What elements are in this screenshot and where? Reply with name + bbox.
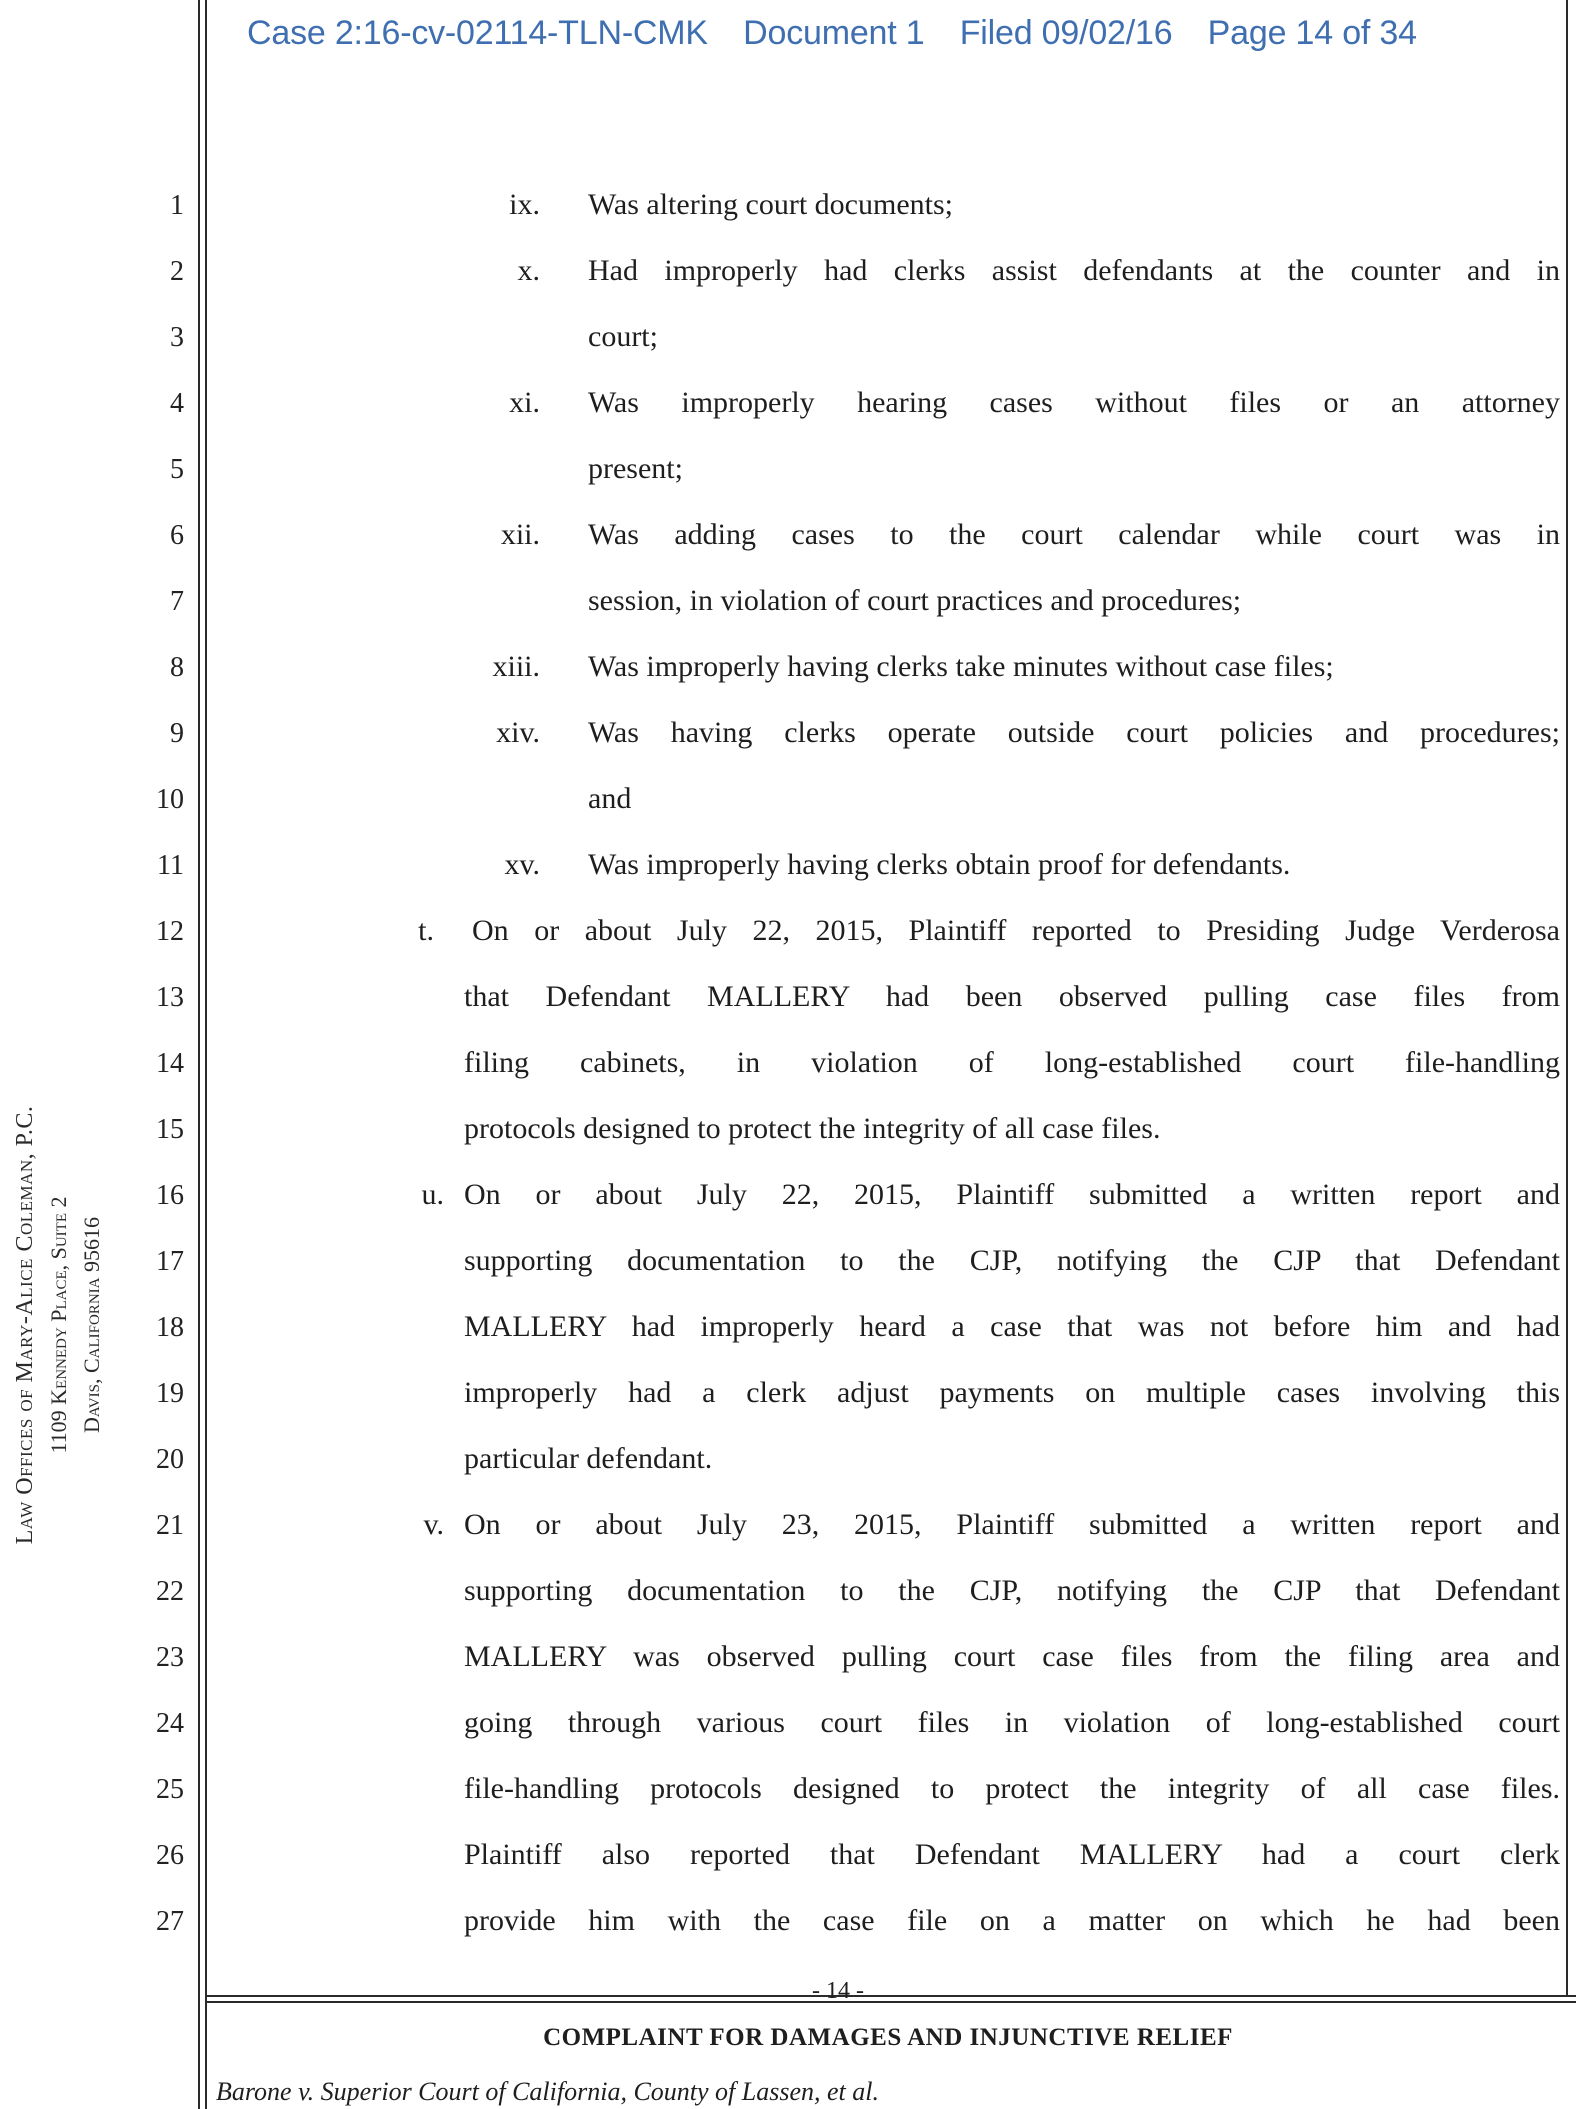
document-title: COMPLAINT FOR DAMAGES AND INJUNCTIVE RELIEF xyxy=(543,2024,1233,2051)
item-xv-line-1: Was improperly having clerks obtain proof for defendants. xyxy=(588,848,1291,881)
item-v-line-1: On or about July 23, 2015, Plaintiff submitted a written report and xyxy=(464,1508,1560,1541)
item-u-line-5: particular defendant. xyxy=(464,1442,713,1475)
item-t-line-2: that Defendant MALLERY had been observed pulling case files from xyxy=(464,980,1560,1013)
item-v-line-5: file-handling protocols designed to protect the integrity of all case files. xyxy=(464,1772,1560,1805)
left-margin-rule-outer xyxy=(198,0,200,2109)
case-caption: Barone v. Superior Court of California, County of Lassen, et al. xyxy=(216,2077,879,2106)
document-header xyxy=(247,14,1443,53)
line-number: 14 xyxy=(156,1048,184,1079)
item-marker-v: v. xyxy=(423,1508,444,1541)
item-x-line-2: court; xyxy=(588,320,658,353)
line-number: 19 xyxy=(156,1378,184,1409)
firm-sidebar xyxy=(9,875,104,1775)
item-v-line-4: going through various court files in violation of long-established court xyxy=(464,1706,1560,1739)
item-marker-xiv: xiv. xyxy=(496,716,540,749)
item-v-line-6: Plaintiff also reported that Defendant MALLERY had a court clerk xyxy=(464,1838,1560,1871)
item-marker-xii: xii. xyxy=(500,518,540,551)
line-number: 2 xyxy=(170,256,184,287)
item-xiii-line-1: Was improperly having clerks take minutes without case files; xyxy=(588,650,1334,683)
document-number: Document 1 xyxy=(743,14,925,52)
line-number: 24 xyxy=(156,1708,184,1739)
line-number: 4 xyxy=(170,388,184,419)
item-xiv-line-2: and xyxy=(588,782,632,815)
line-number: 13 xyxy=(156,982,184,1013)
item-u-line-4: improperly had a clerk adjust payments on multiple cases involving this xyxy=(464,1376,1560,1409)
line-number: 6 xyxy=(170,520,184,551)
line-number: 15 xyxy=(156,1114,184,1145)
item-u-line-2: supporting documentation to the CJP, notifying the CJP that Defendant xyxy=(464,1244,1560,1277)
item-marker-xiii: xiii. xyxy=(492,650,540,683)
line-number: 9 xyxy=(170,718,184,749)
item-marker-ix: ix. xyxy=(509,188,540,221)
line-number: 26 xyxy=(156,1840,184,1871)
filed-date: Filed 09/02/16 xyxy=(959,14,1173,52)
line-number: 7 xyxy=(170,586,184,617)
line-number: 12 xyxy=(156,916,184,947)
firm-address: 1109 Kennedy Place, Suite 2 xyxy=(46,1196,71,1454)
item-u-line-1: On or about July 22, 2015, Plaintiff submitted a written report and xyxy=(464,1178,1560,1211)
item-xiv-line-1: Was having clerks operate outside court policies and procedures; xyxy=(588,716,1560,749)
line-number: 17 xyxy=(156,1246,184,1277)
item-x-line-1: Had improperly had clerks assist defendants at the counter and in xyxy=(588,254,1560,287)
line-number: 3 xyxy=(170,322,184,353)
left-margin-rule-inner xyxy=(205,0,207,2109)
line-number: 20 xyxy=(156,1444,184,1475)
line-number: 8 xyxy=(170,652,184,683)
line-number: 10 xyxy=(156,784,184,815)
item-v-line-7: provide him with the case file on a matter on which he had been xyxy=(464,1904,1560,1937)
item-xii-line-2: session, in violation of court practices and procedures; xyxy=(588,584,1242,617)
item-v-line-3: MALLERY was observed pulling court case files from the filing area and xyxy=(464,1640,1560,1673)
firm-name: Law Offices of Mary-Alice Coleman, P.C. xyxy=(12,1105,38,1545)
item-xi-line-2: present; xyxy=(588,452,683,485)
line-number: 16 xyxy=(156,1180,184,1211)
item-xi-line-1: Was improperly hearing cases without files or an attorney xyxy=(588,386,1560,419)
item-marker-t: t. xyxy=(418,914,434,947)
right-margin-rule xyxy=(1566,0,1568,1995)
item-v-line-2: supporting documentation to the CJP, notifying the CJP that Defendant xyxy=(464,1574,1560,1607)
page-number: - 14 - xyxy=(812,1978,864,2004)
item-u-line-3: MALLERY had improperly heard a case that was not before him and had xyxy=(464,1310,1560,1343)
item-t-line-4: protocols designed to protect the integrity of all case files. xyxy=(464,1112,1161,1145)
line-number: 25 xyxy=(156,1774,184,1805)
line-number: 1 xyxy=(170,190,184,221)
line-number: 27 xyxy=(156,1906,184,1937)
case-number: Case 2:16-cv-02114-TLN-CMK xyxy=(247,14,708,52)
item-marker-xi: xi. xyxy=(509,386,540,419)
item-marker-x: x. xyxy=(517,254,540,287)
line-number: 21 xyxy=(156,1510,184,1541)
line-number: 18 xyxy=(156,1312,184,1343)
line-number: 11 xyxy=(157,850,184,881)
item-xii-line-1: Was adding cases to the court calendar while court was in xyxy=(588,518,1560,551)
firm-city: Davis, California 95616 xyxy=(79,1217,104,1433)
item-marker-u: u. xyxy=(421,1178,444,1211)
item-ix-line-1: Was altering court documents; xyxy=(588,188,953,221)
line-number: 23 xyxy=(156,1642,184,1673)
item-t-line-1: On or about July 22, 2015, Plaintiff reported to Presiding Judge Verderosa xyxy=(472,914,1560,947)
line-number: 5 xyxy=(170,454,184,485)
item-marker-xv: xv. xyxy=(504,848,540,881)
page-indicator: Page 14 of 34 xyxy=(1207,14,1417,52)
item-t-line-3: filing cabinets, in violation of long-established court file-handling xyxy=(464,1046,1560,1079)
line-number: 22 xyxy=(156,1576,184,1607)
